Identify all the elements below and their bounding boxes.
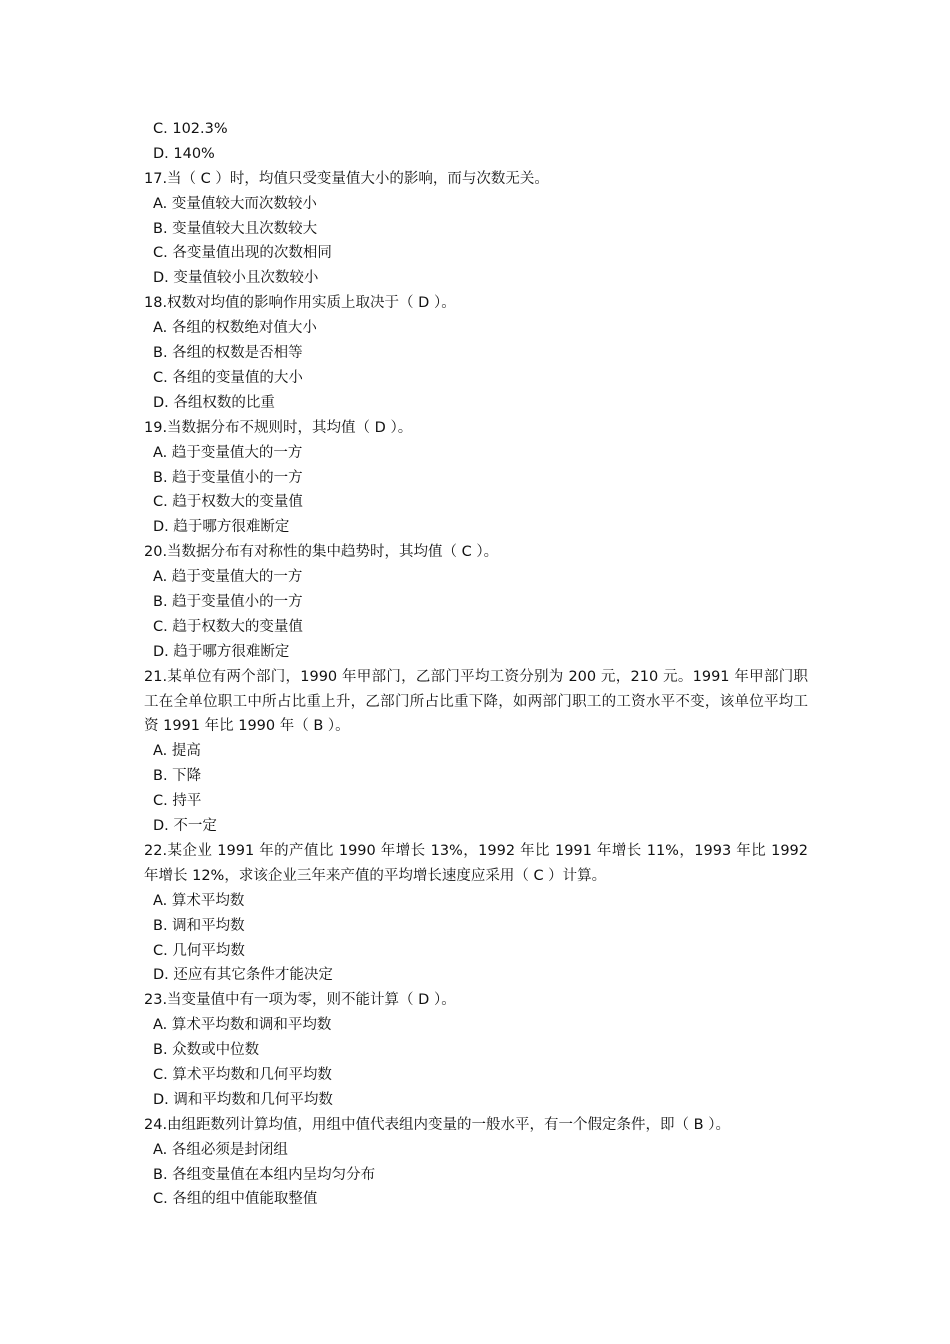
option-line: D. 不一定 <box>153 818 217 835</box>
option-line: D. 变量值较小且次数较小 <box>153 270 319 287</box>
option-line: D. 趋于哪方很难断定 <box>153 519 290 536</box>
option-line: B. 变量值较大且次数较大 <box>153 220 318 237</box>
option-line: B. 趋于变量值小的一方 <box>153 593 303 610</box>
option-line: D. 140% <box>153 145 215 162</box>
question-stem: 17.当（ C ）时，均值只受变量值大小的影响，而与次数无关。 <box>144 170 549 187</box>
option-line: D. 各组权数的比重 <box>153 394 275 411</box>
option-line: C. 各组的组中值能取整值 <box>153 1191 318 1208</box>
question-stem: 19.当数据分布不规则时，其均值（ D ）。 <box>144 419 413 436</box>
option-line: A. 算术平均数和调和平均数 <box>153 1017 332 1034</box>
question-stem: 18.权数对均值的影响作用实质上取决于（ D ）。 <box>144 295 456 312</box>
option-line: C. 趋于权数大的变量值 <box>153 494 303 511</box>
option-line: B. 众数或中位数 <box>153 1042 260 1059</box>
option-line: A. 趋于变量值大的一方 <box>153 444 303 461</box>
option-line: A. 各组的权数绝对值大小 <box>153 320 317 337</box>
question-stem: 21.某单位有两个部门，1990 年甲部门，乙部门平均工资分别为 200 元，210 元。1991 年甲部门职工在全单位职工中所占比重上升，乙部门所占比重下降，如两部门职工的工资水平不变，该单位平均工资 1991 年比 1990 年（ B ）。 <box>144 668 808 735</box>
option-line: B. 各组的权数是否相等 <box>153 345 303 362</box>
option-line: C. 各变量值出现的次数相同 <box>153 245 332 262</box>
option-line: D. 调和平均数和几何平均数 <box>153 1091 333 1108</box>
option-line: A. 趋于变量值大的一方 <box>153 569 303 586</box>
option-line: A. 提高 <box>153 743 201 760</box>
option-line: C. 各组的变量值的大小 <box>153 369 303 386</box>
question-stem: 24.由组距数列计算均值，用组中值代表组内变量的一般水平，有一个假定条件，即（ B ）。 <box>144 1116 730 1133</box>
option-line: C. 持平 <box>153 793 202 810</box>
option-line: A. 算术平均数 <box>153 892 245 909</box>
option-line: A. 变量值较大而次数较小 <box>153 195 317 212</box>
option-line: D. 还应有其它条件才能决定 <box>153 967 333 984</box>
option-line: D. 趋于哪方很难断定 <box>153 643 290 660</box>
question-stem: 23.当变量值中有一项为零，则不能计算（ D ）。 <box>144 992 456 1009</box>
question-stem: 22.某企业 1991 年的产值比 1990 年增长 13%，1992 年比 1991 年增长 11%，1993 年比 1992 年增长 12%，求该企业三年来产值的平均增长速度应采用（ C ）计算。 <box>144 842 808 884</box>
option-line: B. 趋于变量值小的一方 <box>153 469 303 486</box>
option-line: C. 算术平均数和几何平均数 <box>153 1067 332 1083</box>
option-line: C. 102.3% <box>153 121 228 137</box>
question-stem: 20.当数据分布有对称性的集中趋势时，其均值（ C ）。 <box>144 544 499 561</box>
option-line: C. 趋于权数大的变量值 <box>153 618 303 635</box>
option-line: B. 下降 <box>153 768 202 785</box>
option-line: B. 各组变量值在本组内呈均匀分布 <box>153 1166 376 1183</box>
question-list <box>144 117 808 1212</box>
option-line: C. 几何平均数 <box>153 942 245 959</box>
option-line: B. 调和平均数 <box>153 917 245 934</box>
option-line: A. 各组必须是封闭组 <box>153 1141 288 1158</box>
